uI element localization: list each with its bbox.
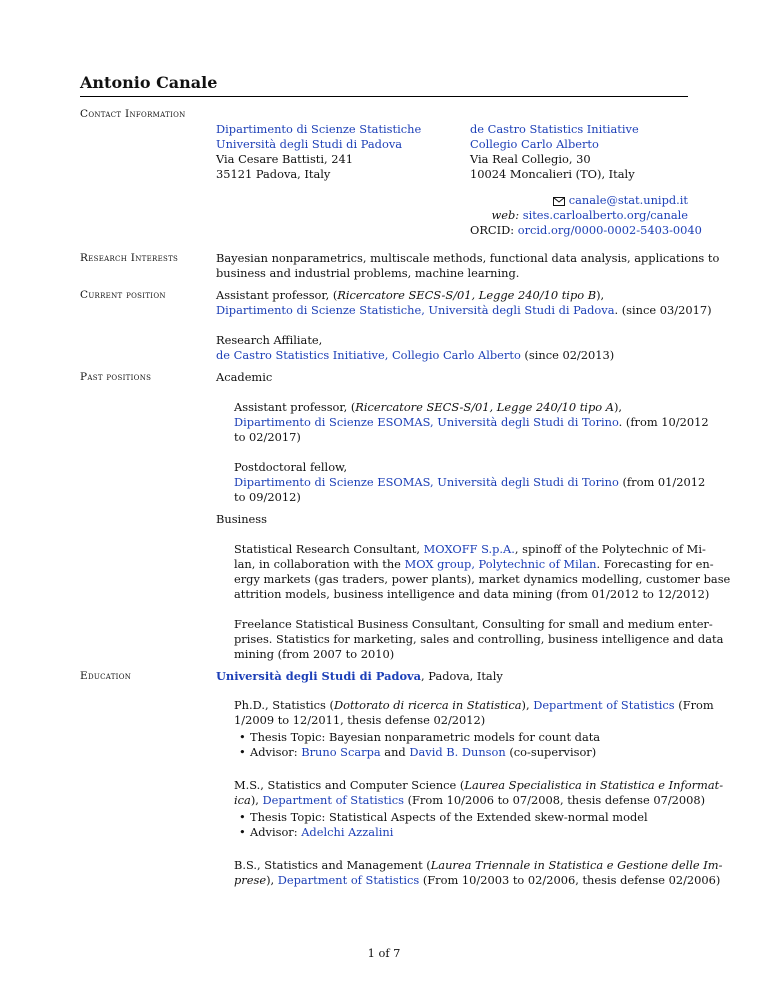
degree-dates: 1/2009 to 12/2011, thesis defense 02/2012) — [234, 713, 486, 727]
position-text: , spinoff of the Polytechnic of Mi- — [514, 542, 706, 556]
department-link[interactable]: Department of Statistics — [277, 873, 420, 887]
envelope-icon — [553, 197, 565, 206]
department-link[interactable]: Department of Statistics — [533, 698, 675, 712]
position-contract: Ricercatore SECS-S/01, Legge 240/10 tipo A — [355, 400, 614, 414]
ms-details — [234, 810, 723, 840]
position-title: Statistical Research Consultant, — [234, 542, 424, 556]
section-label-current: Current position — [80, 289, 166, 301]
position-dates: (from 01/2012 — [618, 475, 706, 489]
degree-dates: (From — [674, 698, 714, 712]
list-item — [250, 825, 723, 840]
contact-address-padova — [216, 122, 421, 182]
advisor-link[interactable]: Adelchi Azzalini — [301, 825, 394, 839]
degree-italian: Dottorato di ricerca in Statistica — [333, 698, 522, 712]
list-item: • Thesis Topic: Statistical Aspects of the Extended skew-normal model — [250, 810, 723, 825]
advisor-label: Advisor: — [250, 745, 302, 759]
past-business-1 — [234, 542, 730, 602]
university-location: , Padova, Italy — [421, 669, 503, 683]
past-position-2 — [234, 460, 705, 505]
contact-street: Via Cesare Battisti, 241 — [216, 152, 353, 166]
section-label-research: Research Interests — [80, 252, 179, 264]
degree-title: M.S., Statistics and Computer Science ( — [234, 778, 465, 792]
current-position-1 — [216, 288, 712, 318]
degree-dates: (From 10/2006 to 07/2008, thesis defense 07/2008) — [403, 793, 706, 807]
degree-italian: prese — [234, 873, 267, 887]
degree-punct: ), — [250, 793, 263, 807]
advisor-note: (co-supervisor) — [505, 745, 597, 759]
coadvisor-link[interactable]: David B. Dunson — [409, 745, 506, 759]
past-esomas-link[interactable]: Dipartimento di Scienze ESOMAS, Università degli Studi di Torino — [234, 475, 619, 489]
advisor-link[interactable]: Bruno Scarpa — [301, 745, 381, 759]
education-ms — [234, 778, 723, 840]
past-esomas-link[interactable]: Dipartimento di Scienze ESOMAS, Università degli Studi di Torino — [234, 415, 619, 429]
contact-address-moncalieri — [470, 122, 639, 182]
research-line: Bayesian nonparametrics, multiscale methods, functional data analysis, applications to — [216, 251, 720, 265]
education-bs — [234, 858, 722, 888]
phd-details — [234, 730, 714, 760]
education-university — [216, 669, 503, 684]
position-punct: ), — [596, 288, 605, 302]
degree-punct: ), — [266, 873, 278, 887]
position-text: mining (from 2007 to 2010) — [234, 647, 395, 661]
position-dates: . (from 10/2012 — [618, 415, 709, 429]
degree-title: Ph.D., Statistics ( — [234, 698, 334, 712]
contact-collegio-link[interactable]: Collegio Carlo Alberto — [470, 137, 599, 151]
current-dept-link[interactable]: Dipartimento di Scienze Statistiche, Università degli Studi di Padova — [216, 303, 615, 317]
contact-city-2: 10024 Moncalieri (TO), Italy — [470, 167, 635, 181]
position-text: lan, in collaboration with the — [234, 557, 405, 571]
contact-univ-link[interactable]: Università degli Studi di Padova — [216, 137, 403, 151]
web-link[interactable]: sites.carloalberto.org/canale — [522, 208, 688, 222]
position-title: Assistant professor, ( — [234, 400, 356, 414]
position-punct: ), — [613, 400, 623, 414]
position-dates: to 09/2012) — [234, 490, 301, 504]
position-text: attrition models, business intelligence and data mining (from 01/2012 to 12/2012) — [234, 587, 710, 601]
section-label-past: Past positions — [80, 371, 152, 383]
degree-italian: Laurea Triennale in Statistica e Gestione delle Im- — [430, 858, 723, 872]
degree-dates: (From 10/2003 to 02/2006, thesis defense 02/2006) — [419, 873, 721, 887]
list-item — [250, 745, 714, 760]
position-dates: (since 02/2013) — [520, 348, 615, 362]
advisor-and: and — [380, 745, 410, 759]
position-text: ergy markets (gas traders, power plants), market dynamics modelling, customer base — [234, 572, 731, 586]
past-business-2 — [234, 617, 723, 662]
position-text: Freelance Statistical Business Consultant, Consulting for small and medium enter- — [234, 617, 713, 631]
section-label-contact: Contact Information — [80, 108, 186, 120]
past-academic-heading: Academic — [216, 370, 273, 384]
page-title: Antonio Canale — [80, 73, 218, 92]
education-phd — [234, 698, 714, 760]
degree-title: B.S., Statistics and Management ( — [234, 858, 431, 872]
list-item: • Thesis Topic: Bayesian nonparametric models for count data — [250, 730, 714, 745]
research-text — [216, 251, 719, 281]
degree-italian: Laurea Specialistica in Statistica e Informat- — [464, 778, 724, 792]
research-line: business and industrial problems, machine learning. — [216, 266, 520, 280]
current-position-2 — [216, 333, 614, 363]
contact-online — [470, 193, 702, 238]
department-link[interactable]: Department of Statistics — [262, 793, 404, 807]
title-rule — [80, 96, 688, 97]
position-title: Assistant professor, ( — [216, 288, 338, 302]
degree-punct: ), — [521, 698, 534, 712]
section-label-education: Education — [80, 670, 132, 682]
contact-dept-link[interactable]: Dipartimento di Scienze Statistiche — [216, 122, 422, 136]
position-title: Postdoctoral fellow, — [234, 460, 348, 474]
web-label: web: — [491, 208, 520, 222]
position-title: Research Affiliate, — [216, 333, 323, 347]
current-decastro-link[interactable]: de Castro Statistics Initiative, Collegio Carlo Alberto — [216, 348, 521, 362]
advisor-label: Advisor: — [250, 825, 302, 839]
contact-street-2: Via Real Collegio, 30 — [470, 152, 591, 166]
mox-group-link[interactable]: MOX group, Polytechnic of Milan — [404, 557, 597, 571]
orcid-label: ORCID: — [470, 223, 515, 237]
position-contract: Ricercatore SECS-S/01, Legge 240/10 tipo B — [337, 288, 597, 302]
page-number: 1 of 7 — [367, 946, 401, 960]
contact-city: 35121 Padova, Italy — [216, 167, 331, 181]
position-text: . Forecasting for en- — [596, 557, 714, 571]
contact-decastro-link[interactable]: de Castro Statistics Initiative — [470, 122, 639, 136]
past-position-1 — [234, 400, 709, 445]
university-link[interactable]: Università degli Studi di Padova — [216, 669, 422, 683]
past-business-heading: Business — [216, 512, 267, 526]
email-link[interactable]: canale@stat.unipd.it — [568, 193, 688, 207]
position-text: prises. Statistics for marketing, sales and controlling, business intelligence and data — [234, 632, 724, 646]
orcid-link[interactable]: orcid.org/0000-0002-5403-0040 — [517, 223, 702, 237]
degree-italian: ica — [234, 793, 251, 807]
position-dates: to 02/2017) — [234, 430, 301, 444]
position-dates: . (since 03/2017) — [614, 303, 712, 317]
moxoff-link[interactable]: MOXOFF S.p.A. — [423, 542, 515, 556]
